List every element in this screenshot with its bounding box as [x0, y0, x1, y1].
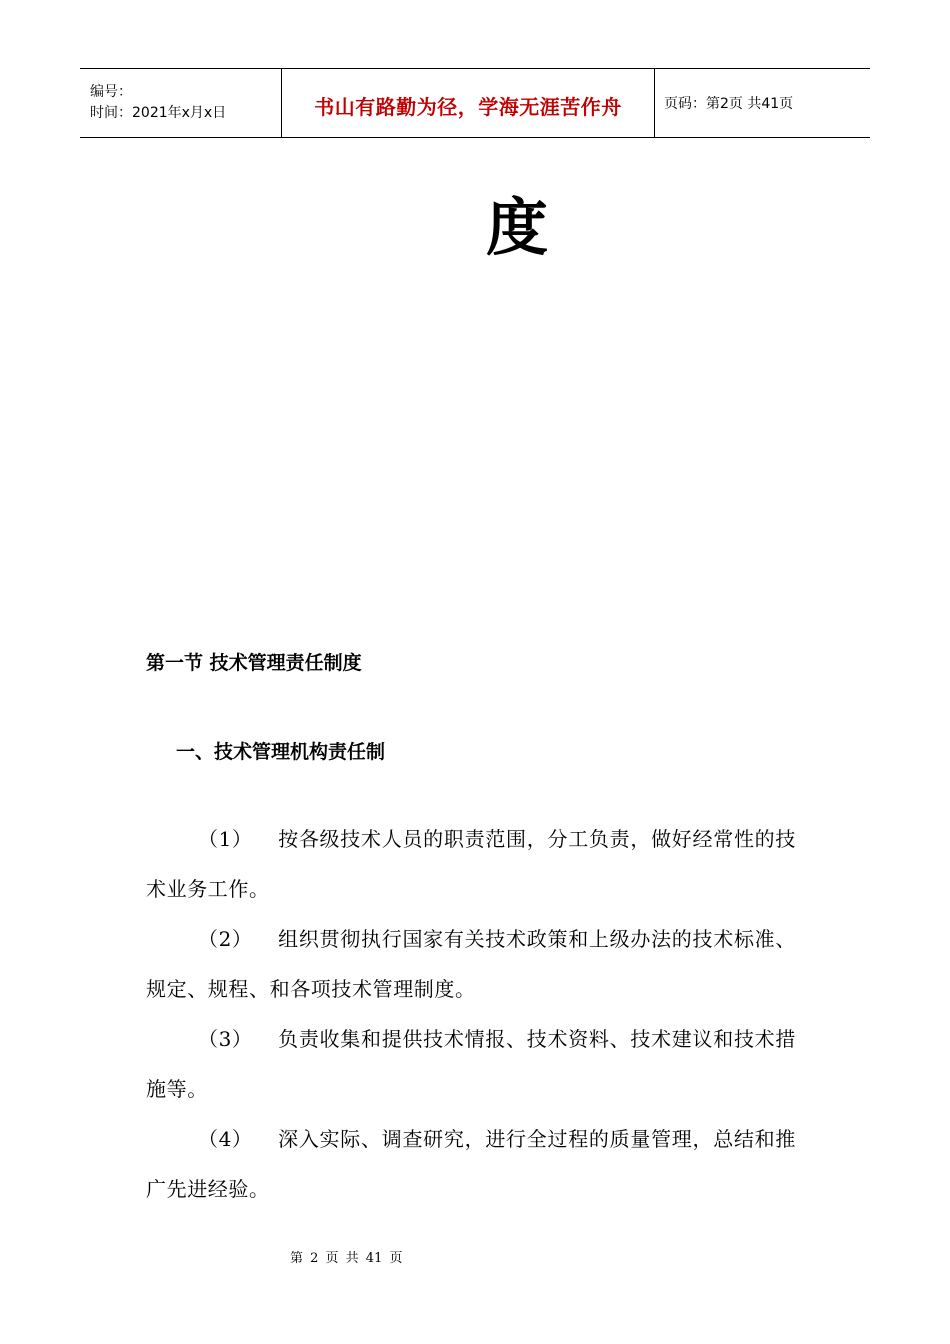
paragraph-text: 组织贯彻执行国家有关技术政策和上级办法的技术标准、规定、规程、和各项技术管理制度。 — [146, 927, 796, 1001]
paragraph-2 — [146, 914, 796, 1014]
time-label: 时间：2021年x月x日 — [90, 105, 227, 121]
paragraph-text: 按各级技术人员的职责范围，分工负责，做好经常性的技术业务工作。 — [146, 827, 796, 901]
paragraph-4 — [146, 1114, 796, 1214]
header-motto-cell — [281, 69, 655, 137]
page-header — [80, 68, 870, 138]
section-title: 第一节 技术管理责任制度 — [146, 652, 362, 674]
number-label: 编号： — [90, 84, 132, 100]
paragraph-number: （3） — [198, 1027, 253, 1051]
title-char: 度 — [486, 191, 549, 264]
paragraph-text: 负责收集和提供技术情报、技术资料、技术建议和技术措施等。 — [146, 1027, 796, 1101]
motto-text: 书山有路勤为径，学海无涯苦作舟 — [314, 94, 622, 119]
header-page-info-cell — [655, 69, 870, 137]
page-footer: 第 2 页 共 41 页 — [290, 1251, 403, 1266]
page-info: 页码：第2页 共41页 — [664, 96, 794, 112]
paragraph-3 — [146, 1014, 796, 1114]
paragraph-1 — [146, 814, 796, 914]
paragraph-number: （4） — [198, 1127, 253, 1151]
paragraph-text: 深入实际、调查研究，进行全过程的质量管理，总结和推广先进经验。 — [146, 1127, 796, 1201]
sub-title: 一、技术管理机构责任制 — [176, 741, 386, 763]
header-meta — [80, 69, 281, 137]
paragraph-number: （1） — [198, 827, 253, 851]
paragraph-number: （2） — [198, 927, 253, 951]
